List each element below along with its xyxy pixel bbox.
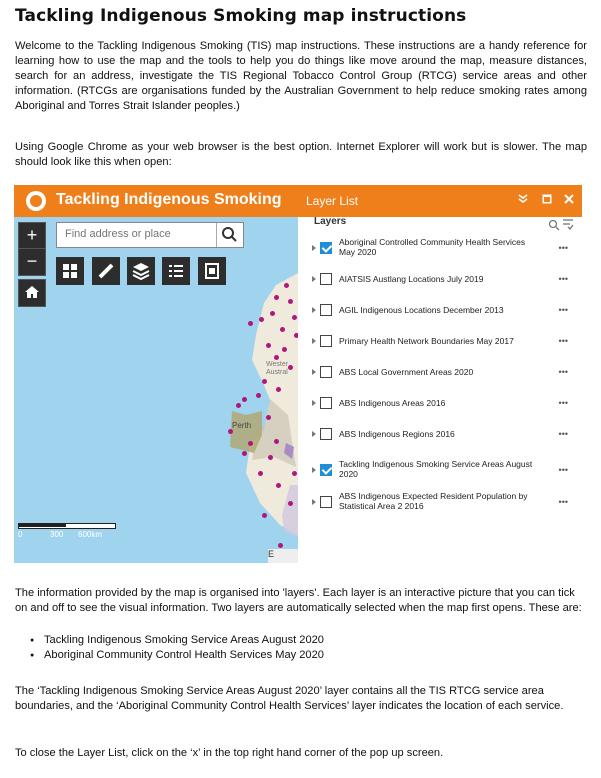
health-service-dot[interactable] <box>292 315 297 320</box>
measure-button[interactable] <box>92 257 120 285</box>
layers-label: Layers <box>314 216 347 227</box>
map-view[interactable] <box>14 185 298 563</box>
zoom-in-button[interactable]: + <box>18 222 46 250</box>
health-service-dot[interactable] <box>270 311 275 316</box>
layer-more-options-icon[interactable]: ••• <box>558 429 568 439</box>
layer-options-icon[interactable] <box>562 218 574 230</box>
collapse-panel-icon[interactable] <box>518 193 528 207</box>
health-service-dot[interactable] <box>266 415 271 420</box>
home-icon <box>24 284 40 300</box>
layer-label: ABS Indigenous Expected Resident Population by Statistical Area 2 2016 <box>339 491 528 511</box>
expand-layer-icon[interactable] <box>312 499 316 505</box>
health-service-dot[interactable] <box>262 379 267 384</box>
default-layers-list <box>30 633 324 663</box>
maximize-icon <box>542 194 552 204</box>
health-service-dot[interactable] <box>262 513 267 518</box>
layer-more-options-icon[interactable]: ••• <box>558 497 568 507</box>
expand-layer-icon[interactable] <box>312 400 316 406</box>
zoom-out-button[interactable]: − <box>18 248 46 276</box>
layers-info-paragraph: The information provided by the map is organised into 'layers'. Each layer is an interactive picture that you can tick on and off to see the visual information. Two layers are automatically selected when the map first opens. These are: <box>15 587 582 614</box>
list-item: ● Tackling Indigenous Smoking Service Areas August 2020 <box>30 633 324 648</box>
health-service-dot[interactable] <box>278 543 283 548</box>
health-service-dot[interactable] <box>292 471 297 476</box>
layer-checkbox[interactable] <box>320 366 332 378</box>
layer-list-panel <box>298 185 582 563</box>
layer-label: ABS Local Government Areas 2020 <box>339 367 474 377</box>
health-service-dot[interactable] <box>274 355 279 360</box>
layer-list-header <box>298 185 582 217</box>
layer-checkbox[interactable] <box>320 304 332 316</box>
health-service-dot[interactable] <box>242 397 247 402</box>
scale-label-0: 0 <box>18 530 23 539</box>
search-icon <box>217 223 243 247</box>
layer-more-options-icon[interactable]: ••• <box>558 398 568 408</box>
health-service-dot[interactable] <box>288 501 293 506</box>
expand-layer-icon[interactable] <box>312 276 316 282</box>
layer-row[interactable] <box>298 459 582 489</box>
layer-label: Primary Health Network Boundaries May 2017 <box>339 336 514 346</box>
layer-label: ABS Indigenous Regions 2016 <box>339 429 455 439</box>
print-button[interactable] <box>198 257 226 285</box>
layer-row[interactable] <box>298 237 582 267</box>
legend-icon <box>162 257 190 285</box>
layer-row[interactable] <box>298 366 582 396</box>
legend-button[interactable] <box>162 257 190 285</box>
map-attribution: E <box>268 549 298 563</box>
scale-bar <box>18 521 128 543</box>
health-service-dot[interactable] <box>248 321 253 326</box>
map-label-city: Perth <box>232 421 252 430</box>
scale-label-600: 600km <box>78 530 103 539</box>
home-button[interactable] <box>18 279 46 307</box>
list-item: ● Aboriginal Community Control Health Services May 2020 <box>30 648 324 663</box>
app-title: Tackling Indigenous Smoking <box>56 191 282 208</box>
layer-row[interactable] <box>298 335 582 365</box>
health-service-dot[interactable] <box>274 295 279 300</box>
double-chevron-down-icon <box>518 194 528 204</box>
health-service-dot[interactable] <box>268 455 273 460</box>
layer-label: Tackling Indigenous Smoking Service Areas August 2020 <box>339 459 533 479</box>
layer-checkbox[interactable] <box>320 273 332 285</box>
health-service-dot[interactable] <box>259 317 264 322</box>
basemap-gallery-icon <box>56 257 84 285</box>
health-service-dot[interactable] <box>282 347 287 352</box>
app-header <box>14 185 298 217</box>
expand-layer-icon[interactable] <box>312 467 316 473</box>
layer-checkbox[interactable] <box>320 428 332 440</box>
expand-layer-icon[interactable] <box>312 338 316 344</box>
expand-layer-icon[interactable] <box>312 245 316 251</box>
health-service-dot[interactable] <box>242 451 247 456</box>
layer-row[interactable] <box>298 273 582 303</box>
layer-more-options-icon[interactable]: ••• <box>558 274 568 284</box>
layer-more-options-icon[interactable]: ••• <box>558 367 568 377</box>
intro-paragraph: Welcome to the Tackling Indigenous Smoking (TIS) map instructions. These instructions are a handy reference for learning how to use the map and the tools to help you do things like move around the map, measure distances, search for an address, investigate the TIS Regional Tobacco Control Group (RTCG) service areas and other information. (RTCGs are organisations funded by the Australian Government to help reduce smoking rates among Aboriginal and Torres Strait Islander peoples.) <box>15 40 587 112</box>
expand-layer-icon[interactable] <box>312 369 316 375</box>
layer-more-options-icon[interactable]: ••• <box>558 243 568 253</box>
layers-button[interactable] <box>127 257 155 285</box>
maximize-panel-button[interactable] <box>542 193 552 207</box>
health-service-dot[interactable] <box>248 441 253 446</box>
layer-checkbox[interactable] <box>320 464 332 476</box>
map-label-region: Wester Austral <box>266 361 289 376</box>
health-service-dot[interactable] <box>266 343 271 348</box>
health-service-dot[interactable] <box>284 283 289 288</box>
scale-label-300: 300 <box>50 530 64 539</box>
expand-layer-icon[interactable] <box>312 307 316 313</box>
health-service-dot[interactable] <box>280 327 285 332</box>
health-service-dot[interactable] <box>256 393 261 398</box>
search-input[interactable] <box>63 227 217 241</box>
layer-label: AGIL Indigenous Locations December 2013 <box>339 305 504 315</box>
health-service-dot[interactable] <box>258 471 263 476</box>
layer-label: AIATSIS Austlang Locations July 2019 <box>339 274 484 284</box>
layer-checkbox[interactable] <box>320 397 332 409</box>
print-icon <box>198 257 226 285</box>
expand-layer-icon[interactable] <box>312 431 316 437</box>
basemap-gallery-button[interactable] <box>56 257 84 285</box>
layer-label: ABS Indigenous Areas 2016 <box>339 398 446 408</box>
close-instructions-paragraph: To close the Layer List, click on the ‘x’ in the top right hand corner of the pop up screen. <box>15 747 444 759</box>
map-screenshot <box>14 185 582 563</box>
layer-more-options-icon[interactable]: ••• <box>558 305 568 315</box>
layer-row[interactable] <box>298 397 582 427</box>
layer-more-options-icon[interactable]: ••• <box>558 336 568 346</box>
layer-description-paragraph: The ‘Tackling Indigenous Smoking Service Areas August 2020’ layer contains all the TIS RTCG service area boundaries, and the ‘Aboriginal Community Control Health Services’ layer indicates the location of each service. <box>15 685 564 712</box>
layers-icon <box>127 257 155 285</box>
browser-note-paragraph: Using Google Chrome as your web browser is the best option. Internet Explorer will work but is slower. The map should look like this when open: <box>15 141 587 168</box>
layer-more-options-icon[interactable]: ••• <box>558 465 568 475</box>
close-panel-button[interactable] <box>564 193 574 207</box>
scale-bar-fill <box>18 523 66 527</box>
layer-checkbox[interactable] <box>320 242 332 254</box>
layer-checkbox[interactable] <box>320 335 332 347</box>
health-service-dot[interactable] <box>276 483 281 488</box>
measure-icon <box>92 257 120 285</box>
layer-list-title: Layer List <box>306 194 359 208</box>
layer-checkbox[interactable] <box>320 496 332 508</box>
layer-label: Aboriginal Controlled Community Health Services May 2020 <box>339 237 526 257</box>
health-service-dot[interactable] <box>236 403 241 408</box>
app-logo-icon <box>26 191 46 211</box>
health-service-dot[interactable] <box>274 439 279 444</box>
search-box <box>56 222 244 248</box>
search-layers-icon[interactable] <box>548 219 560 231</box>
layer-row[interactable] <box>298 491 582 521</box>
health-service-dot[interactable] <box>276 387 281 392</box>
health-service-dot[interactable] <box>288 299 293 304</box>
page-title: Tackling Indigenous Smoking map instructions <box>15 6 467 26</box>
search-button[interactable] <box>216 223 243 247</box>
close-icon <box>564 194 574 204</box>
layer-row[interactable] <box>298 428 582 458</box>
layer-row[interactable] <box>298 304 582 334</box>
